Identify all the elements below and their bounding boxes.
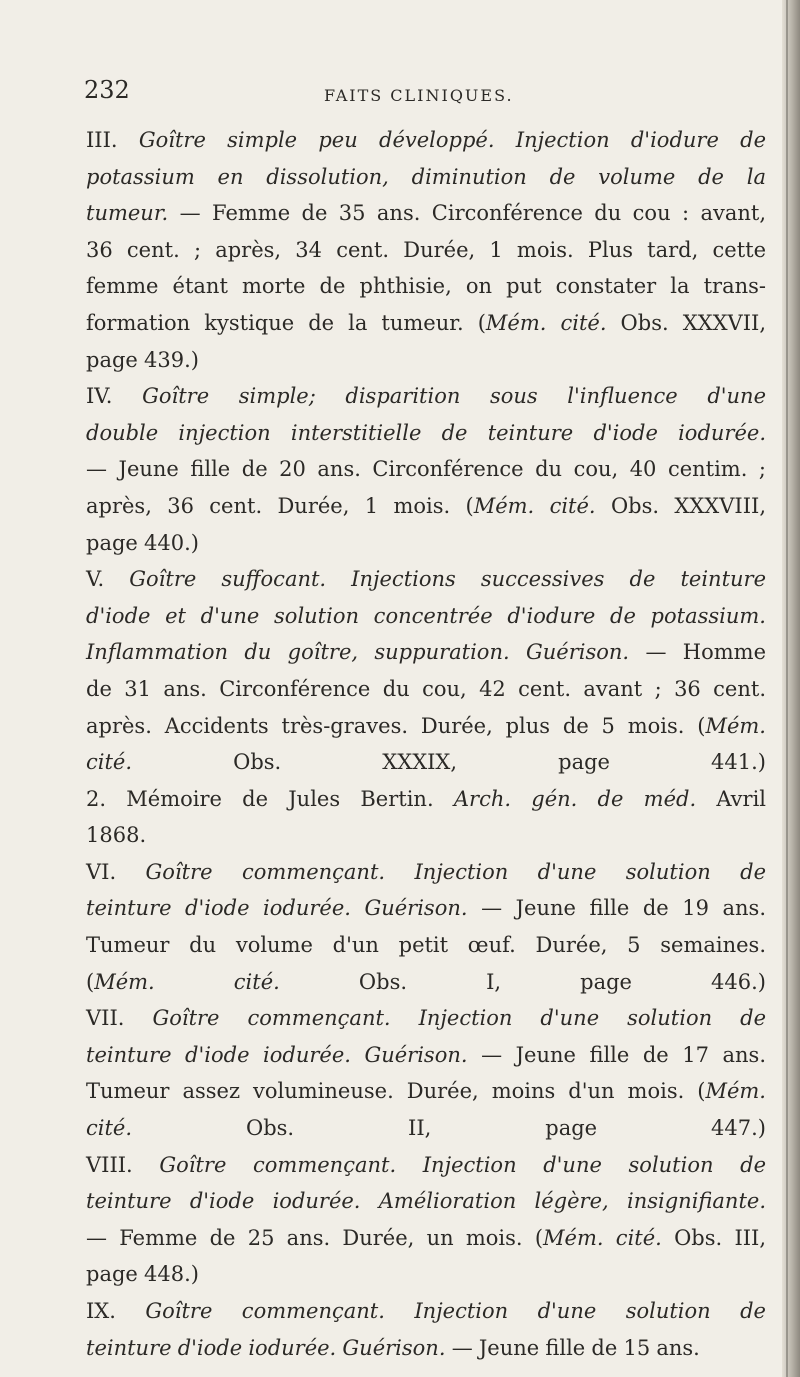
text-line [86,195,766,232]
text-run: 1868. [86,823,147,848]
italic-text: Arch. gén. de méd. [453,786,697,811]
text-run: 36 cent. ; après, 34 cent. Durée, 1 mois. Plus tard, cette [86,237,766,262]
text-run: Obs. I, page 446.) [279,969,766,994]
text-run: — Jeune fille de 20 ans. Circonférence du cou, 40 centim. ; [86,457,766,482]
italic-text: Mém. cité. [543,1225,662,1250]
text-line [86,1073,766,1110]
text-run: après, 36 cent. Durée, 1 mois. ( [86,493,474,518]
text-line [86,122,766,159]
body-text [86,122,766,1366]
text-line [86,781,766,818]
text-run: — Jeune fille de 17 ans. [467,1042,766,1067]
text-run: Tumeur du volume d'un petit œuf. Durée, 5 semaines. [86,933,766,958]
text-run: Obs. XXXVIII, [595,493,766,518]
text-line [86,378,766,415]
italic-text: Goître simple peu développé. Injection d'iodure de [138,128,766,152]
text-run: femme étant morte de phthisie, on put constater la trans- [86,274,766,299]
italic-text: Mém. [705,1079,766,1104]
italic-text: Goître simple; disparition sous l'influence d'une [142,384,767,409]
text-run: Obs. III, [661,1225,767,1250]
text-run: — Femme de 25 ans. Durée, un mois. ( [86,1225,544,1250]
page-edge-shadow [782,0,800,1377]
italic-text: cité. [86,1116,133,1141]
text-line [86,1037,766,1074]
text-line [86,268,766,305]
text-line [86,890,766,927]
text-line [86,817,766,854]
text-run: Obs. XXXIX, page 441.) [132,750,766,775]
text-line [86,305,766,342]
italic-text: Goître suffocant. Injections successives de teinture [129,567,766,592]
text-run: page 440.) [86,530,199,555]
text-run: — Jeune fille de 15 ans. [445,1335,700,1360]
text-line [86,1293,766,1330]
text-line [86,415,766,452]
text-line [86,964,766,1001]
text-run: — Jeune fille de 19 ans. [467,896,766,921]
running-title: FAITS CLINIQUES. [324,86,514,105]
italic-text: teinture d'iode iodurée. Guérison. [86,1335,446,1360]
text-run: V. [86,567,130,592]
text-line [86,708,766,745]
italic-text: Inflammation du goître, suppuration. Guérison. [86,640,630,665]
italic-text: Goître commençant. Injection d'une solution de [145,859,766,884]
text-run: VIII. [86,1152,160,1177]
page-edge-line [786,0,788,1377]
text-run: IX. [86,1299,146,1323]
italic-text: teinture d'iode iodurée. Guérison. [86,1042,468,1067]
text-line [86,1220,766,1257]
text-line [86,232,766,269]
text-line [86,1330,766,1367]
text-run: — Femme de 35 ans. Circonférence du cou : avant, [168,201,766,226]
text-run: Avril [696,786,767,811]
text-line [86,488,766,525]
text-line [86,634,766,671]
italic-text: Mém. cité. [473,493,596,518]
text-line [86,927,766,964]
text-line [86,671,766,708]
text-line [86,525,766,562]
italic-text: tumeur. [86,201,169,226]
text-run: Obs. II, page 447.) [132,1116,766,1141]
italic-text: Mém. cité. [485,310,607,335]
text-line [86,451,766,488]
text-line [86,854,766,891]
italic-text: Mém. [705,713,766,738]
text-run: de 31 ans. Circonférence du cou, 42 cent. avant ; 36 cent. [86,676,766,701]
italic-text: potassium en dissolution, diminution de volume de la [86,164,766,189]
text-line [86,159,766,196]
page-number: 232 [84,76,130,104]
text-run: ( [86,969,95,994]
text-line [86,342,766,379]
italic-text: Goître commençant. Injection d'une solution de [145,1299,766,1323]
text-line [86,598,766,635]
italic-text: teinture d'iode iodurée. Amélioration légère, insignifiante. [86,1189,766,1214]
text-run: Obs. XXXVII, [606,310,766,335]
text-run: IV. [86,384,143,409]
text-run: — Homme [629,640,766,665]
text-run: VI. [86,859,146,884]
text-run: Tumeur assez volumineuse. Durée, moins d'un mois. ( [86,1079,706,1104]
text-run: formation kystique de la tumeur. ( [86,310,486,335]
italic-text: Goître commençant. Injection d'une solution de [159,1152,766,1177]
text-run: page 439.) [86,347,199,372]
text-line [86,561,766,598]
text-run: 2. Mémoire de Jules Bertin. [86,786,454,811]
text-line [86,1256,766,1293]
text-run: après. Accidents très-graves. Durée, plus de 5 mois. ( [86,713,706,738]
text-line [86,744,766,781]
text-run: III. [86,128,139,152]
text-run: VII. [86,1006,153,1031]
italic-text: cité. [86,750,133,775]
italic-text: double injection interstitielle de teinture d'iode iodurée. [86,420,766,445]
italic-text: Mém. cité. [94,969,280,994]
text-run: page 448.) [86,1262,199,1287]
italic-text: d'iode et d'une solution concentrée d'iodure de potassium. [86,603,766,628]
text-line [86,1183,766,1220]
page-header [86,78,750,108]
text-line [86,1000,766,1037]
italic-text: Goître commençant. Injection d'une solution de [152,1006,766,1031]
text-line [86,1110,766,1147]
italic-text: teinture d'iode iodurée. Guérison. [86,896,468,921]
text-line [86,1147,766,1184]
